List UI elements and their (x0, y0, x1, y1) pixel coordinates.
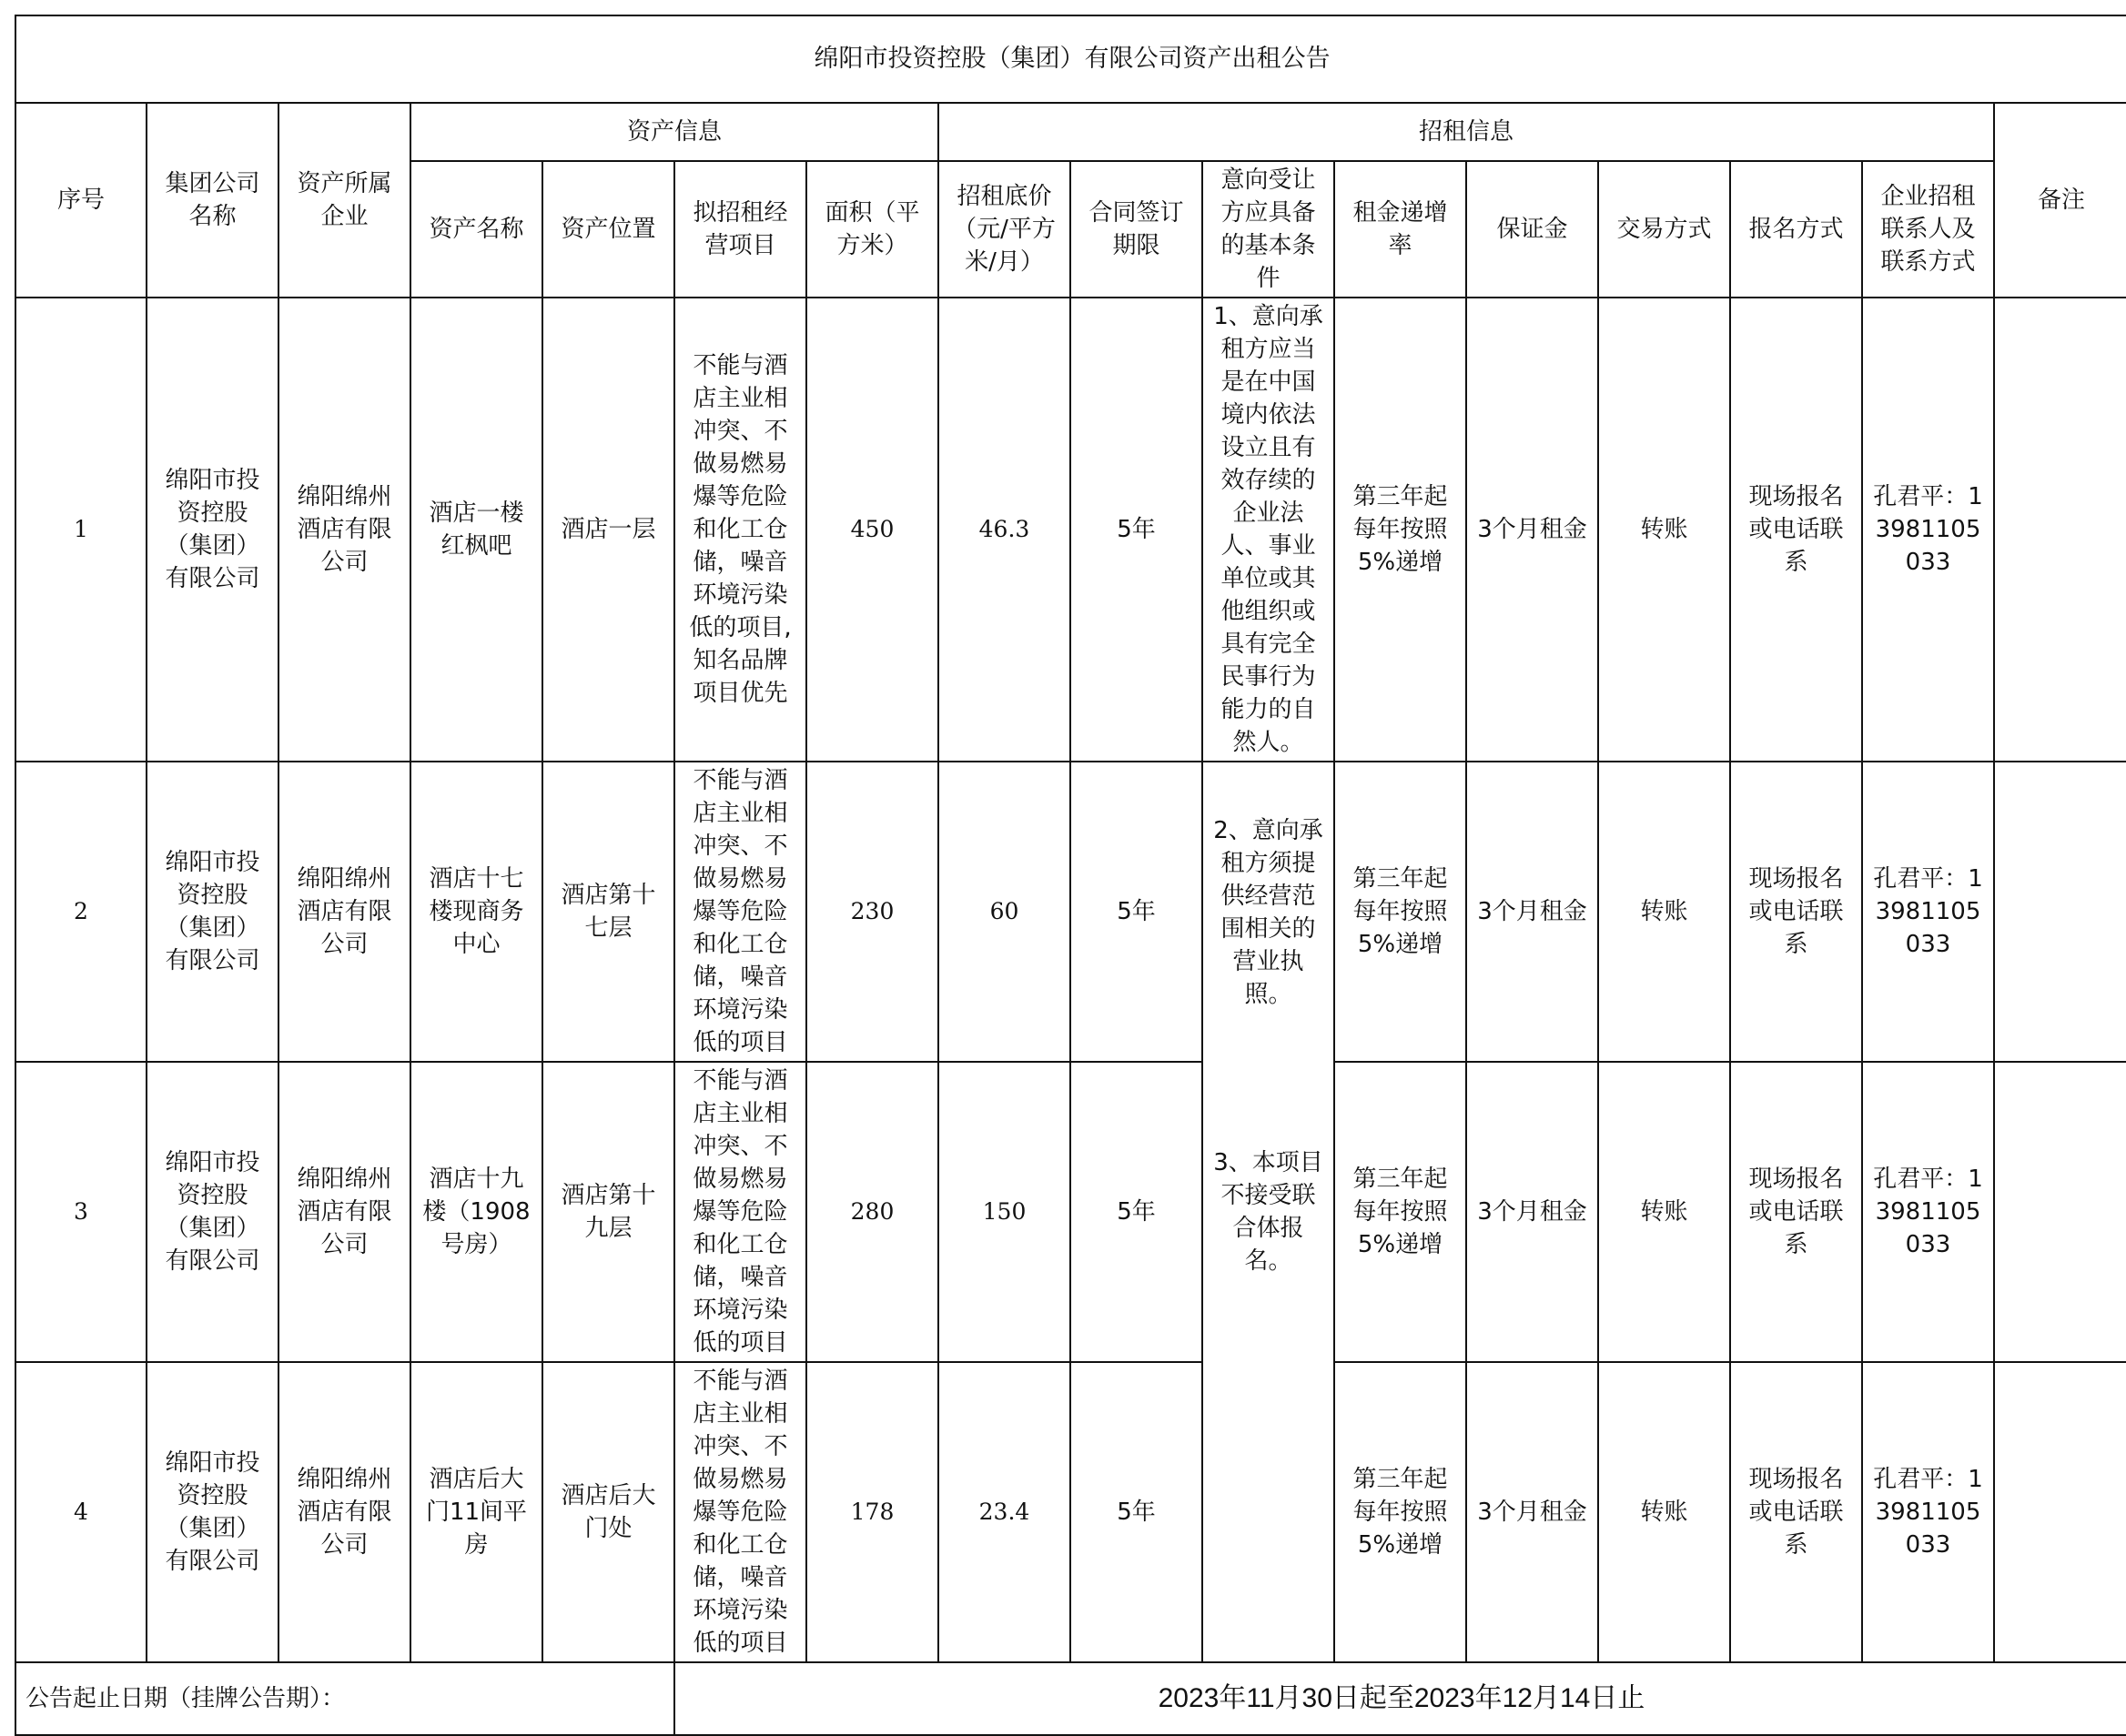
row-owner-company: 绵阳绵州酒店有限公司 (278, 1062, 410, 1362)
row-business-project: 不能与酒店主业相冲突、不做易燃易爆等危险和化工仓储，噪音环境污染低的项目 (674, 1362, 806, 1662)
row-contract-term: 5年 (1070, 298, 1202, 762)
row-area: 178 (806, 1362, 938, 1662)
header-base-price: 招租底价（元/平方米/月） (938, 161, 1070, 298)
header-area: 面积（平方米） (806, 161, 938, 298)
row-deposit: 3个月租金 (1466, 298, 1598, 762)
row-signup-method: 现场报名或电话联系 (1730, 1362, 1862, 1662)
row-seq: 3 (15, 1062, 147, 1362)
row-base-price: 150 (938, 1062, 1070, 1362)
row-asset-location: 酒店第十七层 (542, 762, 674, 1062)
row-contract-term: 5年 (1070, 1062, 1202, 1362)
row-conditions (1202, 1362, 1334, 1662)
header-asset-location: 资产位置 (542, 161, 674, 298)
row-trade-method: 转账 (1598, 762, 1730, 1062)
header-remarks: 备注 (1994, 103, 2126, 298)
row-business-project: 不能与酒店主业相冲突、不做易燃易爆等危险和化工仓储，噪音环境污染低的项目,知名品牌项目优先 (674, 298, 806, 762)
footer-date-range: 2023年11月30日起至2023年12月14日止 (674, 1662, 2126, 1735)
row-contract-term: 5年 (1070, 1362, 1202, 1662)
row-deposit: 3个月租金 (1466, 762, 1598, 1062)
row-area: 230 (806, 762, 938, 1062)
row-contract-term: 5年 (1070, 762, 1202, 1062)
footer-row (15, 1662, 2126, 1735)
row-deposit: 3个月租金 (1466, 1062, 1598, 1362)
row-remarks (1994, 298, 2126, 762)
row-signup-method: 现场报名或电话联系 (1730, 1062, 1862, 1362)
row-base-price: 60 (938, 762, 1070, 1062)
row-contact: 孔君平：13981105033 (1862, 762, 1994, 1062)
row-owner-company: 绵阳绵州酒店有限公司 (278, 1362, 410, 1662)
table-row (15, 762, 2126, 1062)
row-remarks (1994, 762, 2126, 1062)
row-conditions: 3、本项目不接受联合体报名。 (1202, 1062, 1334, 1362)
row-contact: 孔君平：13981105033 (1862, 1062, 1994, 1362)
header-conditions: 意向受让方应具备的基本条件 (1202, 161, 1334, 298)
row-owner-company: 绵阳绵州酒店有限公司 (278, 762, 410, 1062)
header-asset-name: 资产名称 (410, 161, 542, 298)
footer-date-label: 公告起止日期（挂牌公告期）： (15, 1662, 674, 1735)
header-rent-increase: 租金递增率 (1334, 161, 1466, 298)
row-base-price: 23.4 (938, 1362, 1070, 1662)
row-base-price: 46.3 (938, 298, 1070, 762)
row-rent-increase: 第三年起每年按照5%递增 (1334, 1062, 1466, 1362)
header-asset-info: 资产信息 (410, 103, 938, 161)
row-conditions: 1、意向承租方应当是在中国境内依法设立且有效存续的企业法人、事业单位或其他组织或具有完全民事行为能力的自然人。 (1202, 298, 1334, 762)
row-trade-method: 转账 (1598, 298, 1730, 762)
row-group-company: 绵阳市投资控股（集团）有限公司 (147, 762, 278, 1062)
row-trade-method: 转账 (1598, 1362, 1730, 1662)
row-asset-location: 酒店第十九层 (542, 1062, 674, 1362)
row-business-project: 不能与酒店主业相冲突、不做易燃易爆等危险和化工仓储，噪音环境污染低的项目 (674, 762, 806, 1062)
row-seq: 2 (15, 762, 147, 1062)
row-trade-method: 转账 (1598, 1062, 1730, 1362)
header-business-project: 拟招租经营项目 (674, 161, 806, 298)
row-area: 280 (806, 1062, 938, 1362)
table-row (15, 1362, 2126, 1662)
row-remarks (1994, 1362, 2126, 1662)
row-rent-increase: 第三年起每年按照5%递增 (1334, 762, 1466, 1062)
row-business-project: 不能与酒店主业相冲突、不做易燃易爆等危险和化工仓储，噪音环境污染低的项目 (674, 1062, 806, 1362)
header-group-company: 集团公司名称 (147, 103, 278, 298)
row-asset-name: 酒店后大门11间平房 (410, 1362, 542, 1662)
row-group-company: 绵阳市投资控股（集团）有限公司 (147, 1362, 278, 1662)
title-row (15, 15, 2126, 103)
row-remarks (1994, 1062, 2126, 1362)
row-rent-increase: 第三年起每年按照5%递增 (1334, 298, 1466, 762)
row-asset-name: 酒店十七楼现商务中心 (410, 762, 542, 1062)
table-row (15, 1062, 2126, 1362)
table-row (15, 298, 2126, 762)
header-row-group (15, 103, 2126, 161)
row-group-company: 绵阳市投资控股（集团）有限公司 (147, 298, 278, 762)
row-contact: 孔君平：13981105033 (1862, 1362, 1994, 1662)
row-conditions: 2、意向承租方须提供经营范围相关的营业执照。 (1202, 762, 1334, 1062)
header-trade-method: 交易方式 (1598, 161, 1730, 298)
row-contact: 孔君平：13981105033 (1862, 298, 1994, 762)
header-seq: 序号 (15, 103, 147, 298)
header-deposit: 保证金 (1466, 161, 1598, 298)
lease-announcement-table (15, 15, 2126, 1736)
header-contact: 企业招租联系人及联系方式 (1862, 161, 1994, 298)
row-signup-method: 现场报名或电话联系 (1730, 762, 1862, 1062)
row-seq: 1 (15, 298, 147, 762)
header-owner-company: 资产所属企业 (278, 103, 410, 298)
row-asset-name: 酒店一楼红枫吧 (410, 298, 542, 762)
row-signup-method: 现场报名或电话联系 (1730, 298, 1862, 762)
page-title: 绵阳市投资控股（集团）有限公司资产出租公告 (15, 15, 2126, 103)
announcement-sheet (15, 15, 2126, 1736)
header-contract-term: 合同签订期限 (1070, 161, 1202, 298)
header-signup-method: 报名方式 (1730, 161, 1862, 298)
row-asset-location: 酒店后大门处 (542, 1362, 674, 1662)
row-area: 450 (806, 298, 938, 762)
row-asset-location: 酒店一层 (542, 298, 674, 762)
header-lease-info: 招租信息 (938, 103, 1994, 161)
row-rent-increase: 第三年起每年按照5%递增 (1334, 1362, 1466, 1662)
row-deposit: 3个月租金 (1466, 1362, 1598, 1662)
row-asset-name: 酒店十九楼（1908号房） (410, 1062, 542, 1362)
row-group-company: 绵阳市投资控股（集团）有限公司 (147, 1062, 278, 1362)
row-owner-company: 绵阳绵州酒店有限公司 (278, 298, 410, 762)
row-seq: 4 (15, 1362, 147, 1662)
